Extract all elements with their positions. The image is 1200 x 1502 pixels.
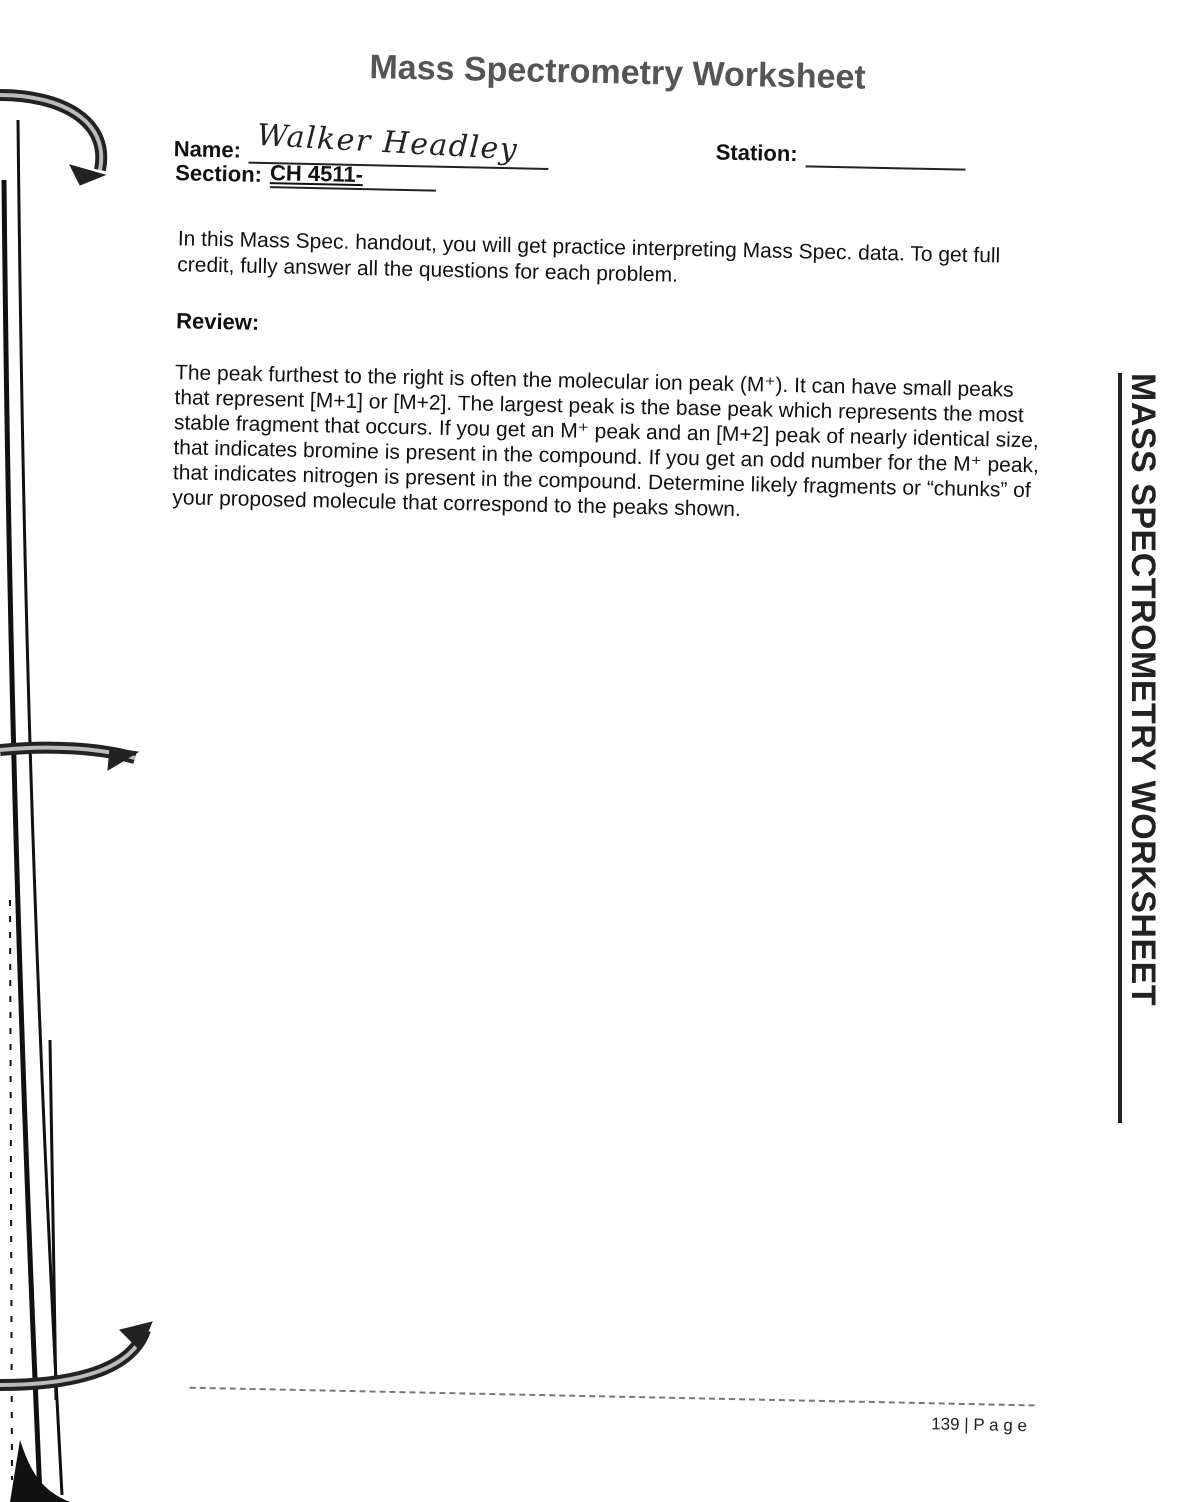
station-label: Station: (715, 139, 798, 167)
review-paragraph: The peak furthest to the right is often the molecular ion peak (M⁺). It can have small peaks that represent [M+1] or [M+2]. The largest peak is the base peak which represents the most stable fragment that occurs. If you get an M⁺ peak and an [M+2] peak of nearly identical size, that indicates bromine is present in the compound. If you get an odd number for the M⁺ peak, that indicates nitrogen is present in the compound. Determine likely fragments or “chunks” of your proposed molecule that correspond to the peaks shown. (172, 361, 1040, 522)
section-label: Section: (174, 160, 263, 187)
name-label: Name: (173, 136, 242, 163)
worksheet-title: Mass Spectrometry Worksheet (369, 48, 867, 97)
section-field[interactable]: CH 4511- (270, 160, 437, 191)
station-row (715, 139, 965, 170)
station-field[interactable] (805, 143, 965, 170)
side-tab (1118, 373, 1168, 1123)
middle-ring (0, 748, 138, 770)
section-row (175, 158, 436, 191)
side-tab-label: MASS SPECTROMETRY WORKSHEET (1118, 373, 1168, 1123)
footer-divider (190, 1387, 1035, 1407)
signature-text: Walker Headley (256, 117, 518, 168)
review-heading: Review: (175, 308, 260, 335)
bottom-ring (0, 1322, 152, 1385)
page-number: 139 | P a g e (930, 1414, 1028, 1436)
intro-paragraph: In this Mass Spec. handout, you will get practice interpreting Mass Spec. data. To get full credit, fully answer all the questions for each problem. (177, 227, 1001, 287)
top-ring (0, 95, 105, 185)
worksheet-page (140, 40, 1070, 1479)
binder-spine (4, 120, 62, 1495)
